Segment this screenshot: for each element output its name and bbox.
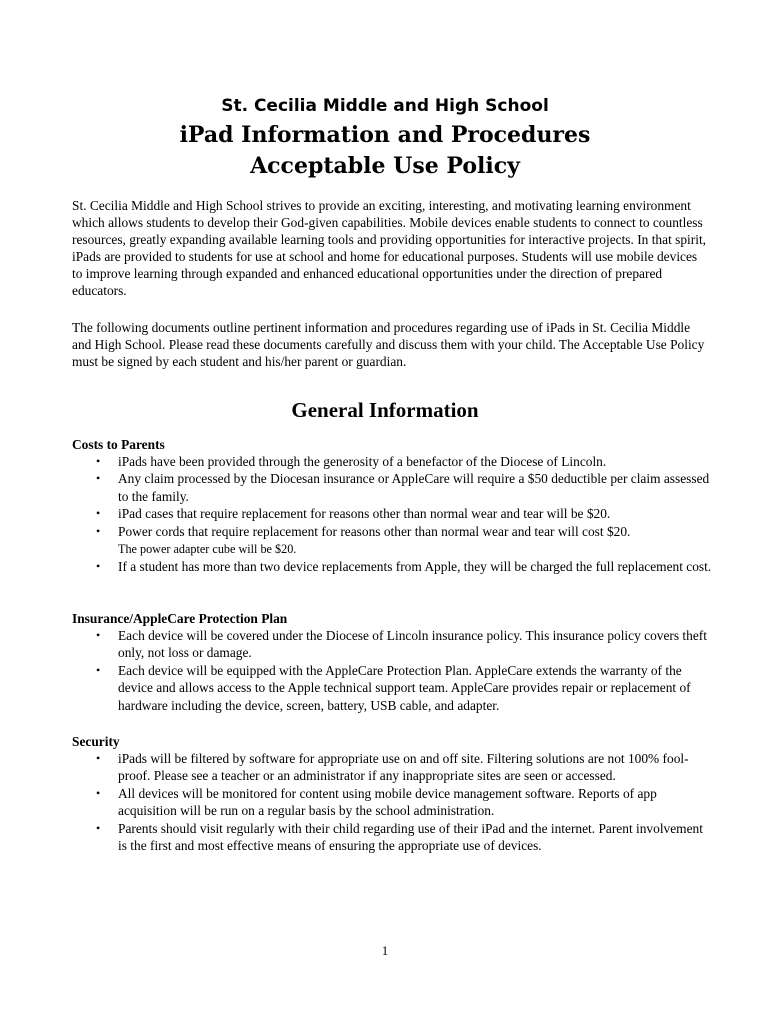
- bullet-icon: •: [96, 454, 101, 468]
- bullet-icon: •: [96, 628, 101, 642]
- intro-paragraph-1: St. Cecilia Middle and High School strives to provide an exciting, interesting, and motivating learning environment which allows students to develop their God-given capabilities. Mobile devices enable students to connect to countless resources, greatly expanding available learning tools and providing opportunities for interactive projects. In that spirit, iPads are provided to students for use at school and home for educational purposes. Students will use mobile devices to improve learning through expanded and enhanced educational opportunities under the direction of prepared educators.: [72, 198, 707, 298]
- list-item: • Parents should visit regularly with their child regarding use of their iPad and the internet. Parent involvement is the first and most effective means of ensuring the appropriate use of devices.: [96, 820, 703, 854]
- bullet-icon: •: [96, 471, 101, 486]
- insurance-section: [72, 610, 712, 714]
- list-item: • Each device will be equipped with the AppleCare Protection Plan. AppleCare extends the warranty of the device and allows access to the Apple technical support team. AppleCare provides repair or replacement of hardware including the device, screen, battery, USB cable, and adapter.: [96, 662, 691, 713]
- page-number: 1: [381, 944, 389, 958]
- list-item: • If a student has more than two device replacements from Apple, they will be charged the full replacement cost.: [96, 559, 712, 575]
- bullet-icon: •: [96, 785, 101, 800]
- insurance-heading: Insurance/AppleCare Protection Plan: [72, 611, 288, 626]
- power-cube-note: The power adapter cube will be $20.: [118, 542, 297, 557]
- list-item: • Any claim processed by the Diocesan insurance or AppleCare will require a $50 deductible per claim assessed to the family.: [96, 471, 710, 504]
- school-name-heading: St. Cecilia Middle and High School: [221, 96, 549, 116]
- list-item: • Each device will be covered under the Diocese of Lincoln insurance policy. This insurance policy covers theft only, not loss or damage.: [96, 628, 707, 661]
- general-information-heading: General Information: [291, 398, 479, 422]
- list-item: • iPad cases that require replacement for reasons other than normal wear and tear will be $20.: [96, 506, 611, 522]
- list-item: • All devices will be monitored for content using mobile device management software. Reports of app acquisition will be run on a regular basis by the school administration.: [96, 785, 657, 819]
- security-list: [72, 750, 712, 854]
- bullet-icon: •: [96, 523, 101, 538]
- bullet-icon: •: [96, 820, 101, 835]
- list-item: • Power cords that require replacement for reasons other than normal wear and tear will cost $20. The power adapter cube will be $20.: [96, 523, 631, 557]
- bullet-icon: •: [96, 506, 101, 521]
- costs-to-parents-heading: Costs to Parents: [72, 437, 165, 452]
- security-heading: Security: [72, 734, 120, 749]
- list-item: • iPads will be filtered by software for appropriate use on and off site. Filtering solutions are not 100% fool-proof. Please see a teacher or an administrator if any inappropriate sites are seen or accessed.: [96, 751, 689, 784]
- costs-to-parents-section: [72, 436, 712, 576]
- intro-paragraph-2: The following documents outline pertinent information and procedures regarding use of iPads in St. Cecilia Middle and High School. Please read these documents carefully and discuss them with your child. The Acceptable Use Policy must be signed by each student and his/her parent or guardian.: [72, 320, 705, 369]
- costs-list: [72, 453, 712, 576]
- document-title: iPad Information and Procedures: [179, 122, 591, 148]
- security-section: [72, 733, 712, 854]
- document-subtitle: Acceptable Use Policy: [250, 153, 520, 179]
- bullet-icon: •: [96, 751, 101, 765]
- insurance-list: [72, 627, 712, 714]
- bullet-icon: •: [96, 559, 101, 574]
- bullet-icon: •: [96, 662, 101, 677]
- list-item: • iPads have been provided through the generosity of a benefactor of the Diocese of Lincoln.: [96, 454, 607, 469]
